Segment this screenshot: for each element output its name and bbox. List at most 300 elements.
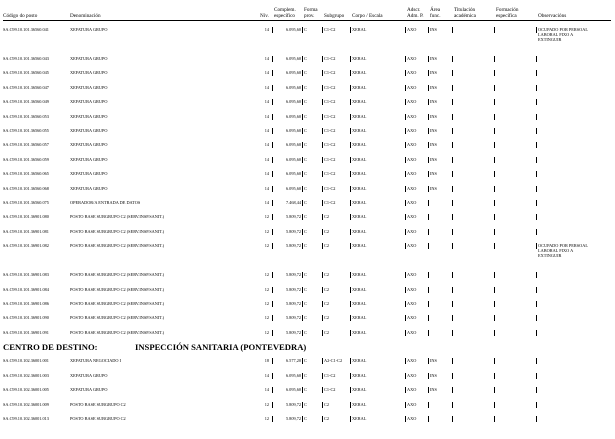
cell-codigo: SA.C99.10.101.36560.055: [3, 128, 49, 133]
column-divider: [272, 27, 273, 33]
column-divider: [452, 142, 453, 148]
header-complem-1: Complem.: [274, 7, 296, 13]
column-divider: [302, 287, 303, 293]
cell-forma: C: [304, 56, 307, 61]
column-divider: [452, 330, 453, 336]
column-divider: [272, 85, 273, 91]
cell-area: INS: [430, 142, 437, 148]
cell-codigo: SA.C99.10.102.36001.003: [3, 372, 49, 378]
column-divider: [405, 70, 406, 76]
cell-sub: C1-C2: [324, 84, 336, 90]
cell-codigo: SA.C99.10.102.36001.005: [3, 387, 49, 393]
cell-niv: 12: [264, 214, 269, 220]
column-divider: [405, 186, 406, 192]
cell-adscr: AXO: [407, 142, 417, 148]
cell-den: POSTO BASE SUBGRUPO C2 (SERV.INSP.SANIT.): [70, 214, 165, 220]
column-divider: [322, 157, 323, 163]
column-divider: [452, 99, 453, 105]
cell-forma: C: [304, 272, 307, 278]
column-divider: [536, 272, 537, 278]
column-divider: [350, 99, 351, 105]
column-divider: [350, 272, 351, 278]
column-divider: [350, 200, 351, 206]
column-divider: [302, 85, 303, 91]
cell-niv: 14: [264, 171, 269, 177]
cell-comp: 6.095,60: [285, 56, 301, 61]
column-divider: [272, 416, 273, 422]
cell-niv: 14: [264, 142, 269, 148]
column-divider: [272, 70, 273, 76]
column-divider: [302, 243, 303, 249]
column-divider: [405, 229, 406, 235]
column-divider: [272, 171, 273, 177]
column-divider: [452, 70, 453, 76]
cell-sub: C1-C2: [324, 372, 336, 378]
column-divider: [302, 114, 303, 120]
cell-niv: 12: [264, 416, 269, 422]
cell-corpo: XERAL: [352, 372, 367, 378]
cell-corpo: XERAL: [352, 99, 367, 105]
column-divider: [272, 157, 273, 163]
cell-observacions: LABORAL FIXO A: [538, 32, 574, 37]
cell-sub: C1-C2: [324, 56, 336, 61]
cell-codigo: SA.C99.10.101.36901.090: [3, 315, 49, 321]
column-divider: [494, 272, 495, 278]
cell-adscr: AXO: [407, 84, 417, 90]
cell-area: INS: [430, 185, 437, 191]
column-divider: [452, 27, 453, 33]
cell-den: XEFATURA NEGOCIADO I: [70, 358, 122, 363]
column-divider: [350, 416, 351, 422]
column-divider: [350, 85, 351, 91]
cell-forma: C: [304, 416, 307, 422]
column-divider: [452, 85, 453, 91]
column-divider: [272, 99, 273, 105]
column-divider: [536, 142, 537, 148]
column-divider: [322, 114, 323, 120]
cell-area: INS: [430, 387, 437, 393]
cell-corpo: XERAL: [352, 113, 367, 119]
cell-corpo: XERAL: [352, 142, 367, 148]
table-row: [0, 243, 615, 259]
column-divider: [302, 301, 303, 307]
cell-adscr: AXO: [407, 272, 417, 278]
cell-den: XEFATURA GRUPO: [70, 128, 108, 133]
cell-forma: C: [304, 358, 307, 363]
cell-codigo: SA.C99.10.101.36560.065: [3, 171, 49, 177]
column-divider: [405, 85, 406, 91]
cell-forma: C: [304, 315, 307, 321]
cell-den: OPERADOR/A ENTRADA DE DATOS: [70, 200, 141, 205]
cell-sub: C2: [324, 315, 330, 321]
cell-forma: C: [304, 228, 307, 234]
column-divider: [536, 186, 537, 192]
cell-comp: 6.095,60: [285, 27, 301, 32]
cell-den: POSTO BASE SUBGRUPO C2 (SERV.INSP.SANIT.): [70, 243, 165, 249]
column-divider: [302, 171, 303, 177]
table-row: [0, 402, 615, 410]
column-divider: [350, 287, 351, 293]
column-divider: [405, 142, 406, 148]
column-divider: [272, 142, 273, 148]
column-divider: [536, 358, 537, 364]
column-divider: [428, 402, 429, 408]
cell-codigo: SA.C99.10.101.36901.080: [3, 214, 49, 220]
column-divider: [428, 330, 429, 336]
column-divider: [302, 330, 303, 336]
column-divider: [322, 186, 323, 192]
cell-sub: C2: [324, 301, 330, 306]
column-divider: [536, 200, 537, 206]
column-divider: [494, 27, 495, 33]
cell-niv: 14: [264, 27, 269, 32]
column-divider: [494, 330, 495, 336]
cell-comp: 6.095,60: [285, 171, 301, 177]
column-divider: [322, 200, 323, 206]
cell-observacions: OCUPADO POR PERSOAL: [538, 27, 588, 32]
column-divider: [494, 229, 495, 235]
column-divider: [272, 200, 273, 206]
column-divider: [494, 287, 495, 293]
cell-comp: 5.809,72: [285, 416, 301, 422]
column-divider: [428, 287, 429, 293]
column-divider: [272, 114, 273, 120]
header-area-2: func.: [430, 13, 441, 19]
cell-niv: 14: [264, 99, 269, 105]
cell-niv: 14: [264, 156, 269, 162]
column-divider: [350, 70, 351, 76]
column-divider: [405, 272, 406, 278]
cell-corpo: XERAL: [352, 387, 367, 393]
cell-niv: 14: [264, 84, 269, 90]
column-divider: [536, 301, 537, 307]
column-divider: [322, 416, 323, 422]
column-divider: [536, 85, 537, 91]
header-codigo: Código do posto: [3, 13, 38, 19]
cell-adscr: AXO: [407, 56, 417, 61]
column-divider: [322, 171, 323, 177]
cell-corpo: XERAL: [352, 214, 367, 220]
header-adscr-1: Adscr.: [407, 7, 421, 13]
cell-corpo: XERAL: [352, 272, 367, 278]
cell-corpo: XERAL: [352, 329, 367, 335]
cell-comp: 6.095,60: [285, 128, 301, 133]
cell-codigo: SA.C99.10.101.36560.045: [3, 70, 49, 76]
cell-corpo: XERAL: [352, 243, 367, 249]
cell-sub: C2: [324, 243, 330, 249]
cell-adscr: AXO: [407, 113, 417, 119]
column-divider: [494, 186, 495, 192]
column-divider: [428, 200, 429, 206]
table-row: [0, 330, 615, 338]
column-divider: [536, 157, 537, 163]
cell-codigo: SA.C99.10.101.36560.049: [3, 99, 49, 105]
column-divider: [302, 315, 303, 321]
column-divider: [494, 402, 495, 408]
column-divider: [405, 171, 406, 177]
column-divider: [405, 200, 406, 206]
cell-corpo: XERAL: [352, 286, 367, 292]
column-divider: [350, 114, 351, 120]
column-divider: [272, 128, 273, 134]
column-divider: [428, 243, 429, 249]
cell-adscr: AXO: [407, 372, 417, 378]
cell-forma: C: [304, 387, 307, 393]
column-divider: [405, 99, 406, 105]
cell-den: POSTO BASE SUBGRUPO C2 (SERV.INSP.SANIT.): [70, 228, 165, 234]
cell-forma: C: [304, 128, 307, 133]
cell-comp: 5.809,72: [285, 272, 301, 278]
column-divider: [322, 70, 323, 76]
column-divider: [322, 272, 323, 278]
cell-codigo: SA.C99.10.101.36901.086: [3, 301, 49, 306]
column-divider: [428, 99, 429, 105]
column-divider: [536, 402, 537, 408]
cell-corpo: XERAL: [352, 315, 367, 321]
table-row: [0, 142, 615, 150]
cell-codigo: SA.C99.10.101.36560.041: [3, 27, 49, 32]
column-divider: [272, 287, 273, 293]
table-row: [0, 186, 615, 194]
column-divider: [428, 186, 429, 192]
cell-forma: C: [304, 185, 307, 191]
column-divider: [494, 214, 495, 220]
column-divider: [272, 186, 273, 192]
header-corpo: Corpo / Escala: [352, 13, 383, 19]
column-divider: [405, 301, 406, 307]
table-row: [0, 416, 615, 424]
column-divider: [452, 171, 453, 177]
column-divider: [494, 142, 495, 148]
header-formacion-1: Formación: [496, 7, 519, 13]
column-divider: [272, 229, 273, 235]
column-divider: [350, 301, 351, 307]
column-divider: [452, 402, 453, 408]
cell-sub: C1-C2: [324, 387, 336, 393]
cell-sub: C2: [324, 329, 330, 335]
column-divider: [536, 27, 537, 33]
cell-codigo: SA.C99.10.101.36560.053: [3, 113, 49, 119]
column-divider: [302, 99, 303, 105]
cell-niv: 12: [264, 401, 269, 407]
table-row: [0, 85, 615, 93]
column-divider: [405, 287, 406, 293]
column-divider: [272, 387, 273, 393]
column-divider: [322, 330, 323, 336]
cell-comp: 6.095,60: [285, 99, 301, 105]
column-divider: [494, 85, 495, 91]
column-divider: [302, 272, 303, 278]
column-divider: [405, 402, 406, 408]
column-divider: [536, 99, 537, 105]
column-divider: [405, 330, 406, 336]
column-divider: [322, 214, 323, 220]
cell-forma: C: [304, 70, 307, 76]
cell-adscr: AXO: [407, 128, 417, 133]
cell-comp: 5.809,72: [285, 329, 301, 335]
header-subgrupo: Subgrupo: [324, 13, 345, 19]
cell-den: XEFATURA GRUPO: [70, 99, 108, 105]
column-divider: [272, 315, 273, 321]
cell-sub: C1-C2: [324, 142, 336, 148]
cell-sub: C1-C2: [324, 171, 336, 177]
cell-den: POSTO BASE SUBGRUPO C2: [70, 401, 126, 407]
cell-corpo: XERAL: [352, 200, 367, 205]
cell-adscr: AXO: [407, 185, 417, 191]
column-divider: [405, 373, 406, 379]
cell-adscr: AXO: [407, 301, 417, 306]
column-divider: [350, 358, 351, 364]
column-divider: [452, 315, 453, 321]
column-divider: [350, 315, 351, 321]
column-divider: [494, 200, 495, 206]
cell-corpo: XERAL: [352, 401, 367, 407]
table-row: [0, 114, 615, 122]
cell-adscr: AXO: [407, 200, 417, 205]
cell-codigo: SA.C99.10.102.36001.013: [3, 416, 49, 422]
cell-niv: 14: [264, 56, 269, 61]
column-divider: [494, 358, 495, 364]
cell-sub: C2: [324, 272, 330, 278]
cell-niv: 14: [264, 200, 269, 205]
column-divider: [350, 330, 351, 336]
cell-sub: C2: [324, 286, 330, 292]
cell-den: POSTO BASE SUBGRUPO C2 (SERV.INSP.SANIT.): [70, 272, 165, 278]
cell-corpo: XERAL: [352, 358, 367, 363]
cell-den: XEFATURA GRUPO: [70, 156, 108, 162]
cell-corpo: XERAL: [352, 185, 367, 191]
cell-den: XEFATURA GRUPO: [70, 171, 108, 177]
cell-adscr: AXO: [407, 156, 417, 162]
column-divider: [322, 85, 323, 91]
column-divider: [536, 56, 537, 62]
cell-area: INS: [430, 84, 437, 90]
column-divider: [452, 229, 453, 235]
column-divider: [536, 416, 537, 422]
column-divider: [536, 243, 537, 249]
column-divider: [494, 114, 495, 120]
column-divider: [452, 157, 453, 163]
cell-den: XEFATURA GRUPO: [70, 142, 108, 148]
column-divider: [452, 214, 453, 220]
cell-den: XEFATURA GRUPO: [70, 185, 108, 191]
cell-forma: C: [304, 142, 307, 148]
column-divider: [302, 214, 303, 220]
column-divider: [322, 315, 323, 321]
cell-sub: C2: [324, 228, 330, 234]
column-divider: [405, 56, 406, 62]
column-divider: [536, 315, 537, 321]
column-divider: [428, 171, 429, 177]
cell-forma: C: [304, 401, 307, 407]
column-divider: [428, 114, 429, 120]
column-divider: [272, 402, 273, 408]
column-divider: [494, 301, 495, 307]
cell-niv: 12: [264, 286, 269, 292]
cell-comp: 6.095,60: [285, 372, 301, 378]
column-divider: [405, 27, 406, 33]
column-divider: [322, 56, 323, 62]
cell-comp: 6.095,60: [285, 113, 301, 119]
column-divider: [428, 128, 429, 134]
cell-comp: 6.095,60: [285, 387, 301, 393]
column-divider: [536, 70, 537, 76]
cell-sub: C2: [324, 401, 330, 407]
column-divider: [494, 243, 495, 249]
table-row: [0, 301, 615, 309]
column-divider: [272, 56, 273, 62]
cell-adscr: AXO: [407, 27, 417, 32]
column-divider: [350, 186, 351, 192]
column-divider: [322, 387, 323, 393]
cell-observacions: LABORAL FIXO A: [538, 248, 574, 254]
cell-comp: 6.095,60: [285, 156, 301, 162]
cell-adscr: AXO: [407, 214, 417, 220]
cell-codigo: SA.C99.10.101.36901.082: [3, 243, 49, 249]
column-divider: [536, 214, 537, 220]
column-divider: [428, 157, 429, 163]
column-divider: [272, 272, 273, 278]
header-titulacion-2: académica: [454, 13, 476, 19]
cell-comp: 6.095,60: [285, 185, 301, 191]
column-divider: [452, 186, 453, 192]
table-row: [0, 157, 615, 165]
cell-sub: C1-C2: [324, 156, 336, 162]
cell-niv: 12: [264, 243, 269, 249]
cell-forma: C: [304, 372, 307, 378]
cell-area: INS: [430, 70, 437, 76]
column-divider: [494, 128, 495, 134]
column-divider: [452, 272, 453, 278]
cell-comp: 6.577,20: [285, 358, 301, 363]
column-divider: [350, 243, 351, 249]
cell-forma: C: [304, 84, 307, 90]
column-divider: [494, 315, 495, 321]
cell-sub: C1-C2: [324, 27, 336, 32]
column-divider: [494, 171, 495, 177]
cell-sub: C1-C2: [324, 185, 336, 191]
column-divider: [452, 287, 453, 293]
table-row: [0, 99, 615, 107]
column-divider: [322, 243, 323, 249]
cell-area: INS: [430, 128, 437, 133]
column-divider: [350, 27, 351, 33]
cell-area: INS: [430, 56, 437, 61]
column-divider: [350, 128, 351, 134]
cell-forma: C: [304, 286, 307, 292]
column-divider: [302, 128, 303, 134]
column-divider: [494, 157, 495, 163]
cell-observacions: EXTINGUIR: [538, 253, 562, 259]
table-row: [0, 214, 615, 222]
column-divider: [272, 243, 273, 249]
cell-adscr: AXO: [407, 387, 417, 393]
column-divider: [322, 128, 323, 134]
column-divider: [452, 200, 453, 206]
header-area-1: Área: [430, 7, 441, 13]
cell-niv: 14: [264, 185, 269, 191]
cell-codigo: SA.C99.10.101.36560.075: [3, 200, 49, 205]
header-divider: [3, 20, 611, 21]
column-divider: [322, 287, 323, 293]
table-row: [0, 315, 615, 323]
table-row: [0, 128, 615, 136]
header-niv: Nív.: [260, 13, 269, 19]
cell-forma: C: [304, 27, 307, 32]
cell-adscr: AXO: [407, 416, 417, 422]
cell-codigo: SA.C99.10.101.36560.068: [3, 185, 49, 191]
column-divider: [428, 272, 429, 278]
